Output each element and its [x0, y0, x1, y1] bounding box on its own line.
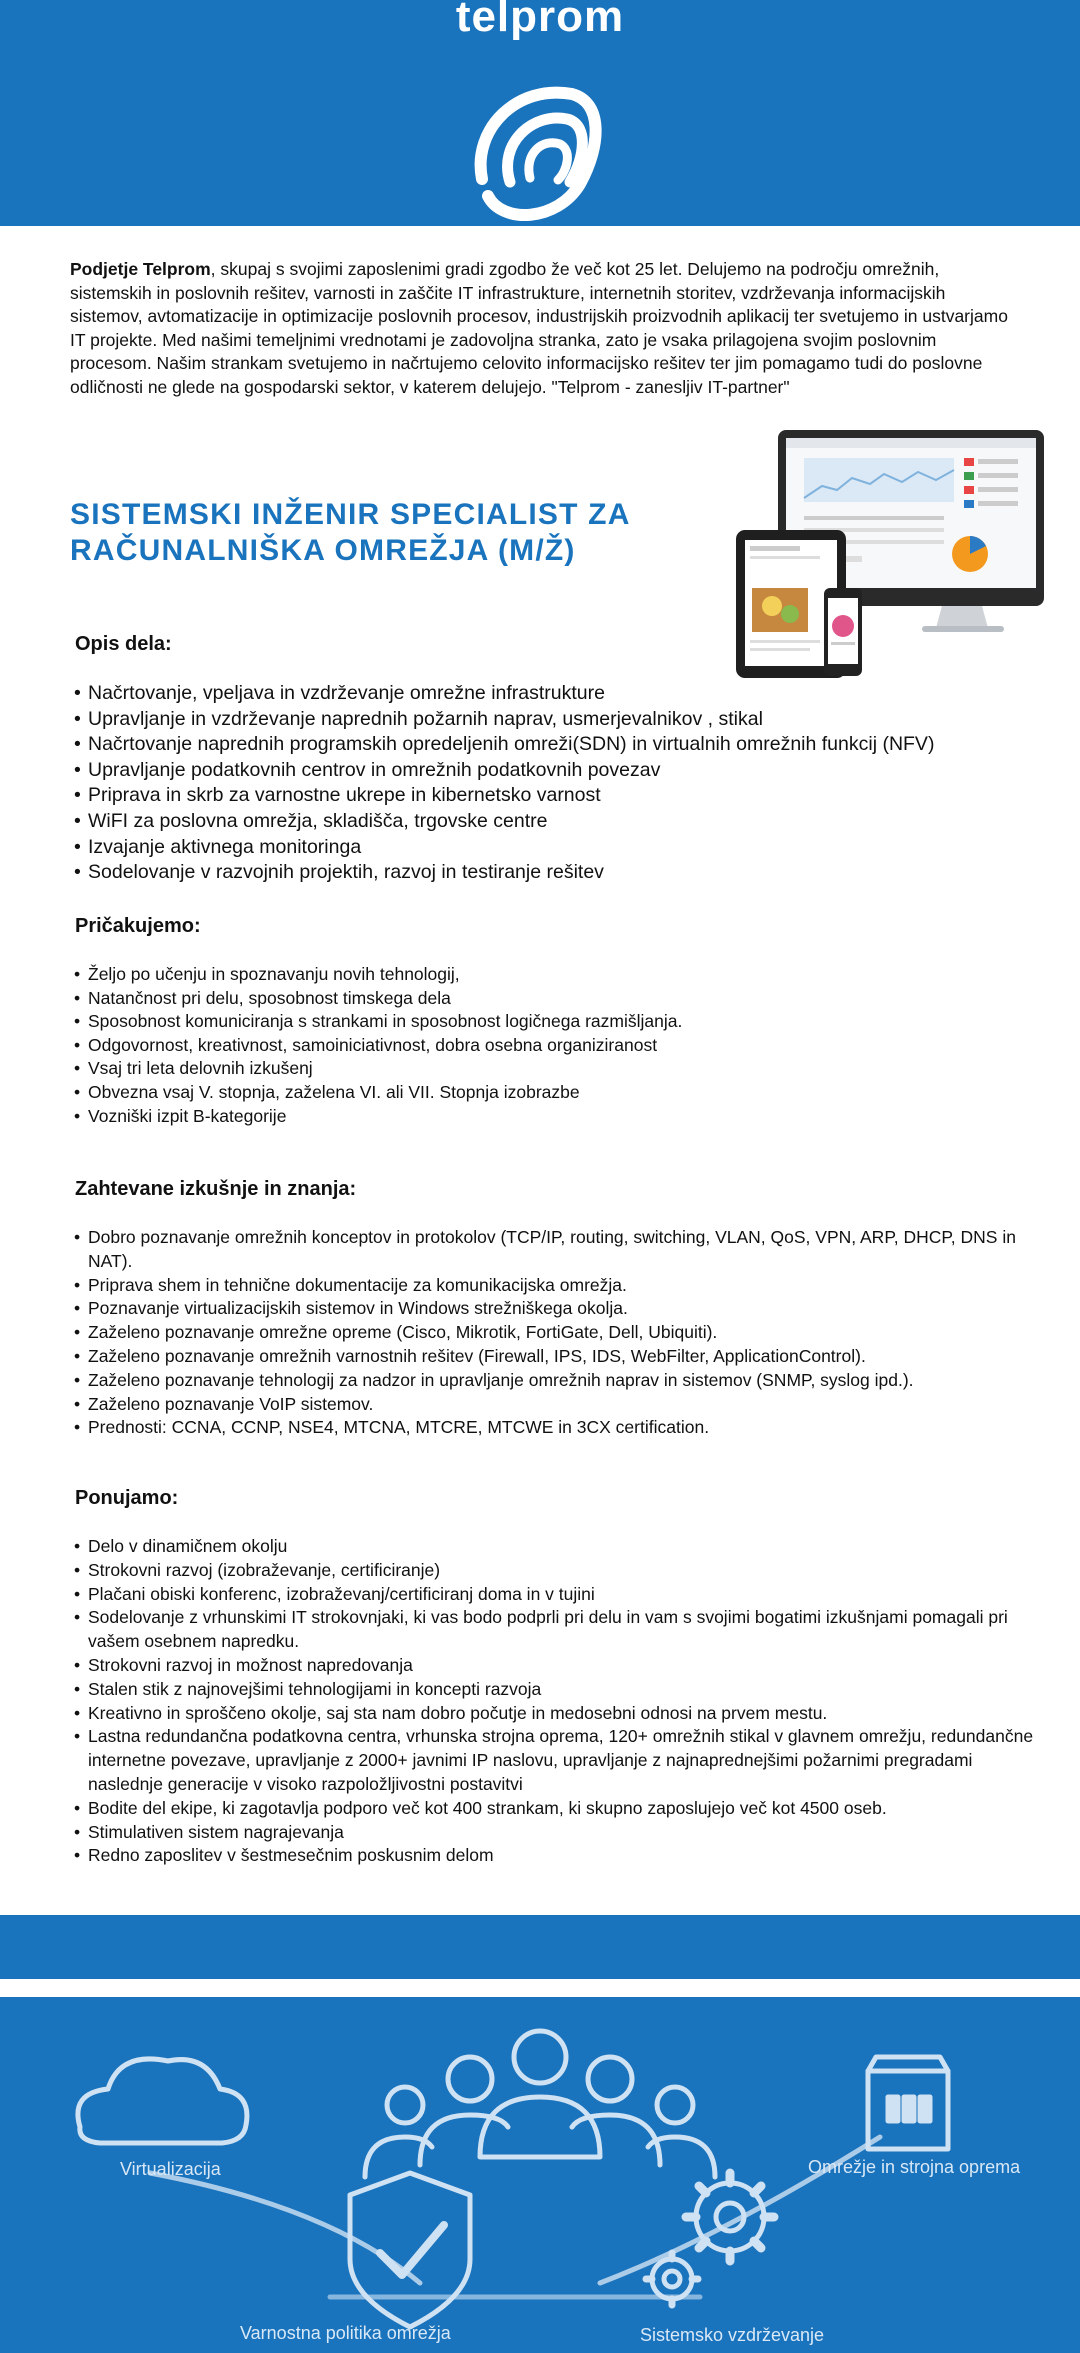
list-item: • Sodelovanje z vrhunskimi IT strokovnjaki, ki vas bodo podprli pri delu in vam s svojimi bogatimi izkušnjami pomagali pri vašem osebnem napredku.	[74, 1606, 1034, 1654]
label-omrezje: Omrežje in strojna oprema	[808, 2157, 1021, 2177]
list-item: • Lastna redundančna podatkovna centra, vrhunska strojna oprema, 120+ omrežnih stikal v glavnem omrežju, redundančne internetne povezave, upravljanje z 2000+ javnimi IP naslovu, upravljanje z najnaprednejšimi požarnimi pregradami naslednje generacije v visoko razpoložljivostni postavitvi	[74, 1725, 1034, 1796]
section-heading-opis: Opis dela:	[75, 633, 172, 655]
divider-band	[0, 1915, 1080, 1979]
list-item: • Sposobnost komuniciranja s strankami in sposobnost logičnega razmišljanja.	[74, 1010, 1034, 1034]
label-virtualizacija: Virtualizacija	[120, 2159, 221, 2179]
list-item: • Željo po učenju in spoznavanju novih tehnologij,	[74, 963, 1034, 987]
list-item: • Priprava in skrb za varnostne ukrepe in kibernetsko varnost	[74, 783, 1034, 809]
zahtevane-list	[74, 1226, 1034, 1440]
telprom-logo-icon	[462, 74, 612, 224]
list-item: • Stimulativen sistem nagrajevanja	[74, 1821, 1034, 1845]
list-item: • Kreativno in sproščeno okolje, saj sta nam dobro počutje in medosebni odnosi na prvem mestu.	[74, 1702, 1034, 1726]
brand-name: telprom	[455, 0, 625, 41]
list-item: • Plačani obiski konferenc, izobraževanj/certificiranj doma in v tujini	[74, 1583, 1034, 1607]
devices-illustration	[732, 428, 1046, 680]
list-item: • Obvezna vsaj V. stopnja, zaželena VI. ali VII. Stopnja izobrazbe	[74, 1081, 1034, 1105]
list-item: • Upravljanje podatkovnih centrov in omrežnih podatkovnih povezav	[74, 758, 1034, 784]
list-item: • Izvajanje aktivnega monitoringa	[74, 835, 1034, 861]
list-item: • Načrtovanje, vpeljava in vzdrževanje omrežne infrastrukture	[74, 681, 1034, 707]
list-item: • Strokovni razvoj (izobraževanje, certificiranje)	[74, 1559, 1034, 1583]
list-item: • Zaželeno poznavanje omrežnih varnostnih rešitev (Firewall, IPS, IDS, WebFilter, ApplicationControl).	[74, 1345, 1034, 1369]
intro-text: , skupaj s svojimi zaposlenimi gradi zgodbo že več kot 25 let. Delujemo na področju omrežnih, sistemskih in poslovnih rešitev, varnosti in zaščite IT infrastrukture, internetnih storitev, vzdrževanja informacijskih sistemov, avtomatizacije in optimizacije poslovnih procesov, industrijskih proizvodnih aplikacij ter svetujemo in ustvarjamo IT projekte. Med našimi temeljnimi vrednotami je zadovoljna stranka, zato je vsaka prilagojena svojim poslovnim procesom. Našim strankam svetujemo in načrtujemo celovito informacijsko rešitev ter jim pomagamo tudi do poslovne odličnosti ne glede na gospodarski sektor, v katerem delujejo. "Telprom - zanesljiv IT-partner"	[70, 259, 1008, 397]
company-intro	[70, 258, 1020, 399]
label-varnostna: Varnostna politika omrežja	[240, 2323, 451, 2343]
shield-check-icon	[350, 2173, 470, 2327]
gears-icon	[646, 2173, 774, 2305]
list-item: • Natančnost pri delu, sposobnost timskega dela	[74, 987, 1034, 1011]
list-item: • Dobro poznavanje omrežnih konceptov in protokolov (TCP/IP, routing, switching, VLAN, QoS, VPN, ARP, DHCP, DNS in NAT).	[74, 1226, 1034, 1274]
list-item: • Zaželeno poznavanje VoIP sistemov.	[74, 1393, 1034, 1417]
cloud-icon	[78, 2059, 247, 2143]
list-item: • Sodelovanje v razvojnih projektih, razvoj in testiranje rešitev	[74, 860, 1034, 886]
list-item: • Bodite del ekipe, ki zagotavlja podporo več kot 400 strankam, ki skupno zaposlujejo več kot 4500 oseb.	[74, 1797, 1034, 1821]
section-heading-pricakujemo: Pričakujemo:	[75, 915, 201, 937]
list-item: • Vsaj tri leta delovnih izkušenj	[74, 1057, 1034, 1081]
pricakujemo-list	[74, 963, 1034, 1128]
list-item: • Odgovornost, kreativnost, samoiniciativnost, dobra osebna organiziranost	[74, 1034, 1034, 1058]
list-item: • Prednosti: CCNA, CCNP, NSE4, MTCNA, MTCRE, MTCWE in 3CX certification.	[74, 1416, 1034, 1440]
list-item: • Načrtovanje naprednih programskih opredeljenih omreži(SDN) in virtualnih omrežnih funkcij (NFV)	[74, 732, 1034, 758]
list-item: • Upravljanje in vzdrževanje naprednih požarnih naprav, usmerjevalnikov , stikal	[74, 707, 1034, 733]
section-heading-ponujamo: Ponujamo:	[75, 1487, 179, 1509]
company-name: Podjetje Telprom	[70, 259, 211, 279]
label-sistemsko: Sistemsko vzdrževanje	[640, 2325, 825, 2345]
ponujamo-list	[74, 1535, 1034, 1868]
list-item: • Zaželeno poznavanje tehnologij za nadzor in upravljanje omrežnih naprav in sistemov (SNMP, syslog ipd.).	[74, 1369, 1034, 1393]
footer-illustration	[0, 1997, 1080, 2353]
list-item: • Delo v dinamičnem okolju	[74, 1535, 1034, 1559]
list-item: • WiFI za poslovna omrežja, skladišča, trgovske centre	[74, 809, 1034, 835]
list-item: • Poznavanje virtualizacijskih sistemov in Windows strežniškega okolja.	[74, 1297, 1034, 1321]
list-item: • Stalen stik z najnovejšimi tehnologijami in koncepti razvoja	[74, 1678, 1034, 1702]
section-heading-zahtevane: Zahtevane izkušnje in znanja:	[75, 1178, 357, 1200]
job-title: SISTEMSKI INŽENIR SPECIALIST ZA RAČUNALNIŠKA OMREŽJA (M/Ž)	[70, 498, 630, 567]
list-item: • Zaželeno poznavanje omrežne opreme (Cisco, Mikrotik, FortiGate, Dell, Ubiquiti).	[74, 1321, 1034, 1345]
header-banner	[0, 0, 1080, 226]
list-item: • Strokovni razvoj in možnost napredovanja	[74, 1654, 1034, 1678]
list-item: • Redno zaposlitev v šestmesečnim poskusnim delom	[74, 1844, 1034, 1868]
team-icon	[365, 2031, 715, 2177]
list-item: • Vozniški izpit B-kategorije	[74, 1105, 1034, 1129]
list-item: • Priprava shem in tehnične dokumentacije za komunikacijska omrežja.	[74, 1274, 1034, 1298]
opis-list	[74, 681, 1034, 886]
